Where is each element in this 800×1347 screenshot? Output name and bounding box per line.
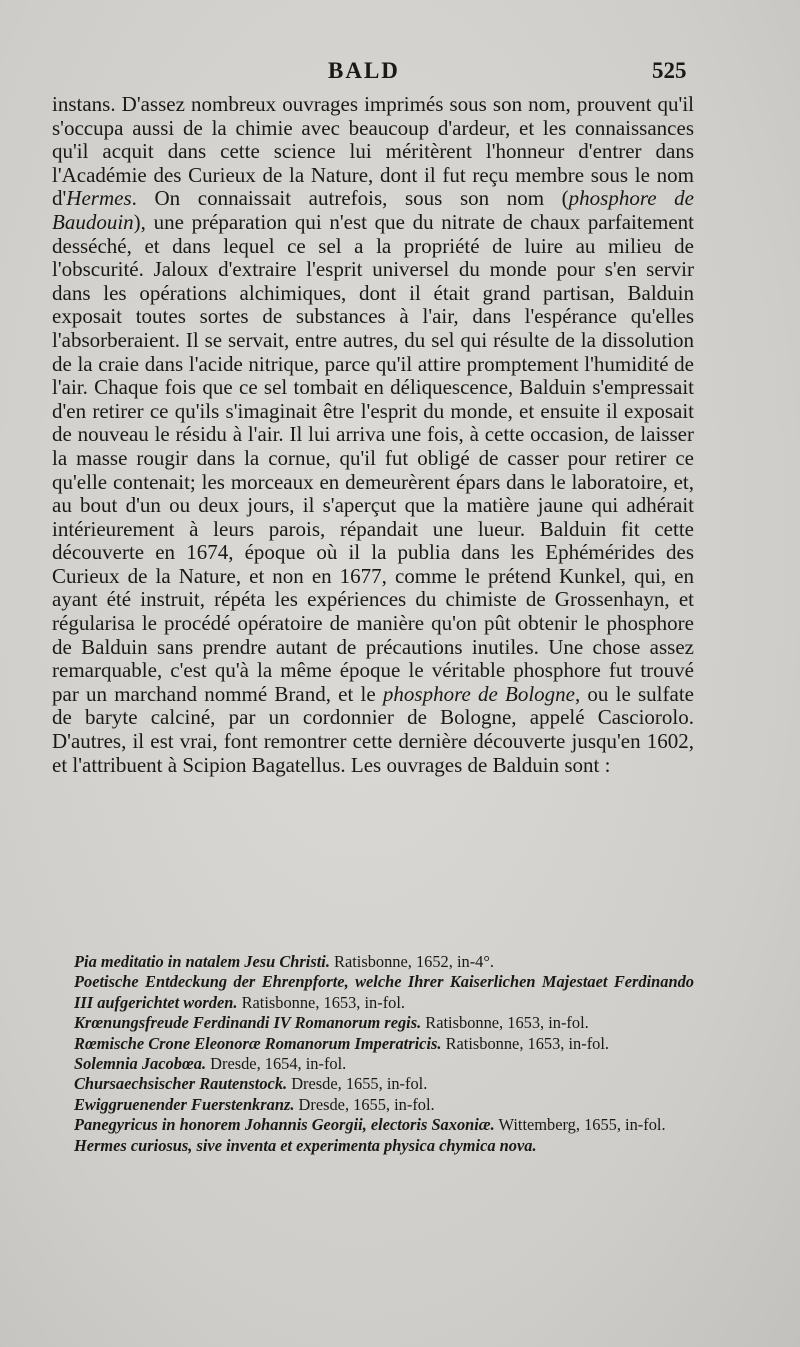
bib-details: Dresde, 1655, in-fol.	[287, 1074, 428, 1094]
italic-phosphore-bologne: phosphore de Bologne	[382, 681, 575, 706]
bib-title: Krœnungsfreude Ferdinandi IV Romanorum regis.	[74, 1013, 422, 1033]
bib-title: Chursaechsischer Rautenstock.	[74, 1074, 288, 1094]
bib-entry	[52, 1095, 694, 1115]
bib-details: Dresde, 1655, in-fol.	[294, 1094, 435, 1114]
italic-phosphore-baudouin: phosphore de Baudouin	[52, 186, 694, 234]
text-run: instans. D'assez nombreux ouvrages imprimés sous son nom, prouvent qu'il s'occupa aussi de la chimie avec beaucoup d'ardeur, et les connaissances qu'il acquit dans cette science lui méritèrent l'honneur d'entrer dans l'Académie des Curieux de la Nature, dont il fut reçu membre sous le nom d'	[52, 92, 694, 211]
bib-details: Ratisbonne, 1653, in-fol.	[237, 992, 406, 1012]
text-run: , ou le sulfate de baryte calciné, par un cordonnier de Bologne, appelé Casciorolo. D'autres, il est vrai, font remontrer cette dernière découverte jusqu'en 1602, et l'attribuent à Scipion Bagatellus. Les ouvrages de Balduin sont :	[52, 681, 694, 777]
bibliography-list	[52, 952, 694, 1156]
page-header	[0, 58, 800, 90]
bib-details: Wittemberg, 1655, in-fol.	[494, 1115, 666, 1135]
bib-details: Ratisbonne, 1652, in-4°.	[329, 952, 494, 971]
bib-entry	[52, 1013, 694, 1033]
bib-entry	[52, 1074, 694, 1094]
bib-details: Dresde, 1654, in-fol.	[206, 1054, 347, 1074]
bib-entry	[52, 1054, 694, 1074]
text-run: ), une préparation qui n'est que du nitrate de chaux parfaitement desséché, et dans lequel ce sel a la propriété de luire au milieu de l'obscurité. Jaloux d'extraire l'esprit universel du monde pour s'en servir dans les opérations alchimiques, dont il était grand partisan, Balduin exposait toutes sortes de substances à l'air, dans l'espérance qu'elles l'absorberaient. Il se servait, entre autres, du sel qui résulte de la dissolution de la craie dans l'acide nitrique, parce qu'il attire promptement l'humidité de l'air. Chaque fois que ce sel tombait en déliquescence, Balduin s'empressait d'en retirer ce qu'ils s'imaginait être l'esprit du monde, et ensuite il exposait de nouveau le résidu à l'air. Il lui arriva une fois, à cette occasion, de laisser la masse rougir dans la cornue, qu'il fut obligé de casser pour retirer ce qu'elle contenait; les morceaux en demeurèrent épars dans le laboratoire, et, au bout d'un ou deux jours, il s'aperçut que la matière jaune qui adhérait intérieurement à leurs parois, répandait une lueur. Balduin fit cette découverte en 1674, époque où il la publia dans les Ephémérides des Curieux de la Nature, et non en 1677, comme le prétend Kunkel, qui, en ayant été instruit, répéta les expériences du chimiste de Grossenhayn, et régularisa le procédé opératoire de manière qu'on pût obtenir le phosphore de Balduin sans prendre autant de précautions inutiles. Une chose assez remarquable, c'est qu'à la même époque le véritable phosphore fut trouvé par un marchand nommé Brand, et le	[52, 209, 694, 706]
paragraph-text	[52, 93, 694, 777]
main-paragraph	[52, 93, 694, 777]
bib-details: Ratisbonne, 1653, in-fol.	[421, 1013, 589, 1033]
bib-title: Panegyricus in honorem Johannis Georgii, electoris Saxoniæ.	[74, 1115, 495, 1135]
bib-title: Poetische Entdeckung der Ehrenpforte, welche Ihrer Kaiserlichen Majestaet Ferdinando III aufgerichtet worden.	[74, 972, 694, 1012]
bib-title: Hermes curiosus, sive inventa et experimenta physica chymica nova.	[74, 1135, 537, 1155]
bib-title: Solemnia Jacobœa.	[74, 1054, 207, 1074]
bib-details: Ratisbonne, 1653, in-fol.	[441, 1033, 610, 1053]
bib-title: Ewiggruenender Fuerstenkranz.	[74, 1094, 295, 1114]
bib-entry	[52, 972, 694, 1013]
bib-entry	[52, 1115, 694, 1135]
bib-entry	[52, 1136, 694, 1156]
bib-entry	[52, 952, 694, 972]
bib-title: Pia meditatio in natalem Jesu Christi.	[74, 952, 330, 971]
text-run: . On connaissait autrefois, sous son nom (	[131, 186, 569, 211]
bib-entry	[52, 1034, 694, 1054]
page-number: 525	[652, 58, 687, 83]
italic-hermes: Hermes	[66, 186, 132, 211]
running-head: BALD	[328, 58, 400, 83]
bib-title: Rœmische Crone Eleonoræ Romanorum Imperatricis.	[74, 1033, 442, 1053]
